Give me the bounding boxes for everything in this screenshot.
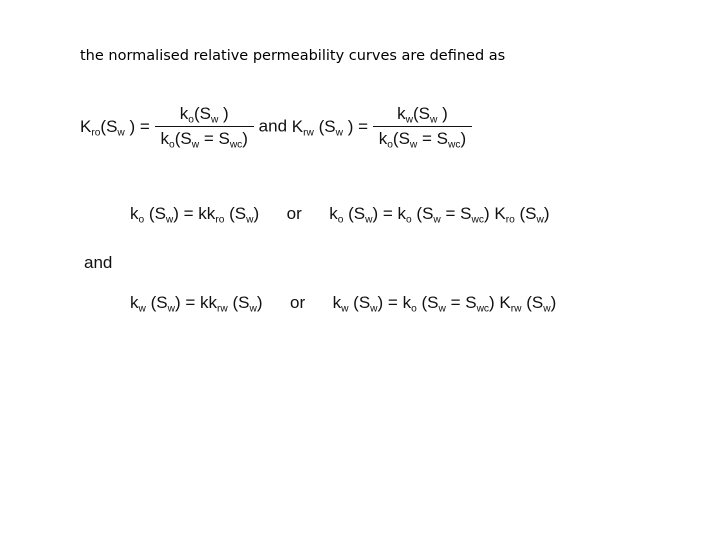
krw-denominator: $k_o(S_w = S_{wc})$	[373, 126, 472, 149]
kro-denominator: $k_o(S_w = S_{wc})$	[155, 126, 254, 149]
or-connector: or	[286, 204, 302, 223]
krw-numerator: $k_w(S_w$ )	[397, 104, 448, 126]
ko-kro-expression: $k_o$ $(S_w) = k_o$ $(S_w = S_{wc})$ $K_{ro}$ $(S_w)$	[329, 204, 550, 226]
krw-lhs: $K_{rw}$ ($S_w$ ) =	[291, 116, 369, 139]
krw-fraction	[373, 104, 472, 149]
water-permeability-equation	[130, 293, 556, 313]
ko-kkro-expression: $k_o$ $(S_w) = kk_{ro}$ $(S_w)$	[130, 204, 260, 226]
kw-kkrw-expression: $k_w$ $(S_w) = kk_{rw}$ $(S_w)$	[130, 293, 263, 315]
and-label: and	[84, 253, 113, 272]
oil-permeability-equation	[130, 204, 550, 224]
and-connector: and	[258, 116, 288, 136]
normalised-permeability-definitions	[80, 104, 472, 149]
kro-lhs: $K_{ro}(S_w$ ) =	[80, 116, 150, 139]
slide-heading: the normalised relative permeability curves are defined as	[80, 48, 506, 64]
kro-fraction	[155, 104, 254, 149]
kro-numerator: $k_o(S_w$ )	[179, 104, 229, 126]
or-connector: or	[289, 293, 306, 312]
kw-krw-expression: $k_w$ $(S_w) = k_o$ $(S_w = S_{wc})$ $K_{rw}$ $(S_w)$	[332, 293, 557, 315]
